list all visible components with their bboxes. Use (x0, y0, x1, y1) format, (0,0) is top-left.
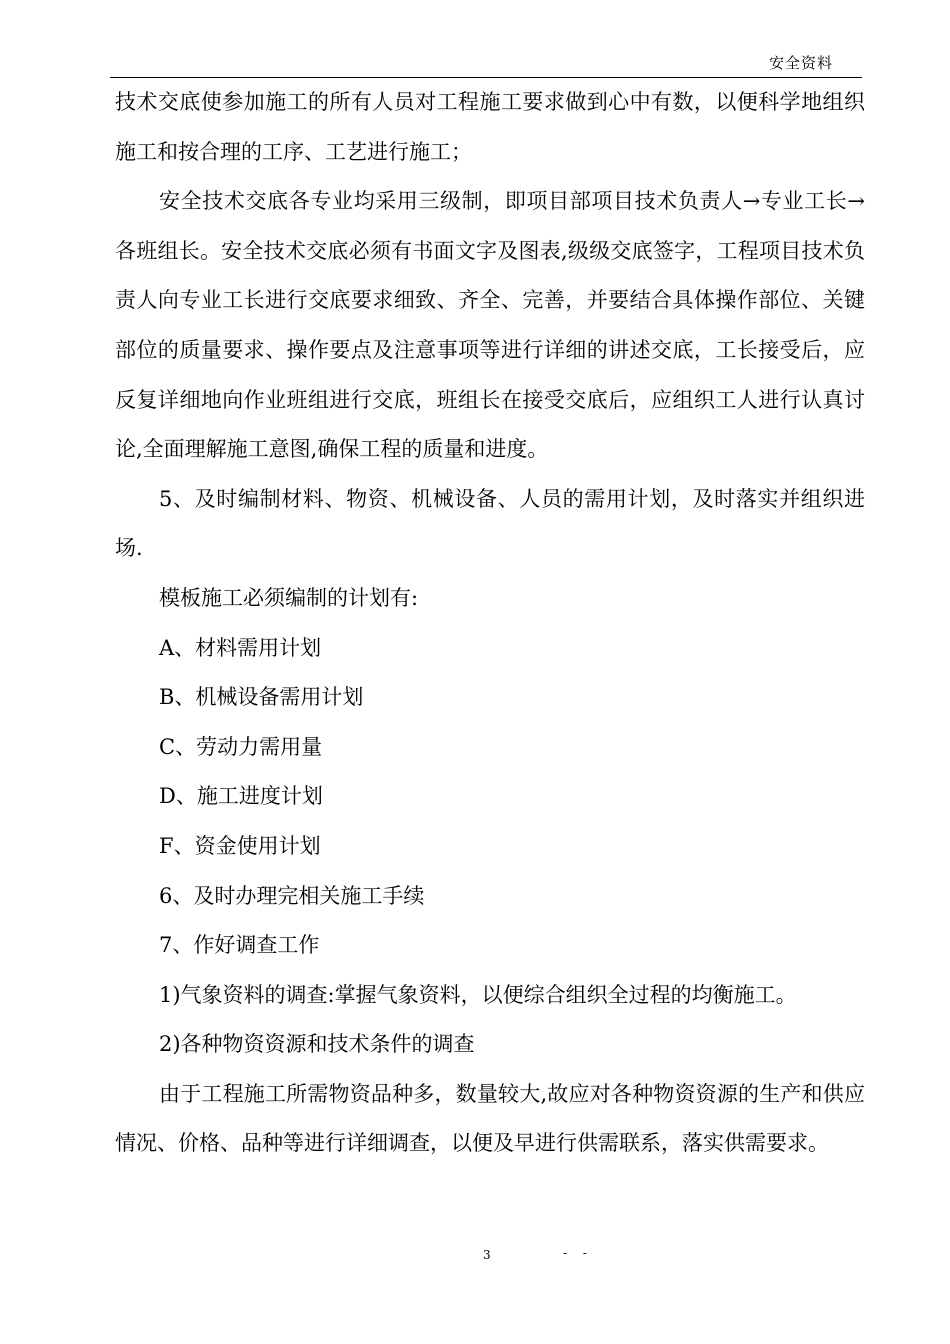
list-item-c: C、劳动力需用量 (159, 734, 323, 759)
header-label: 安全资料 (768, 54, 833, 72)
page-number: 3 (483, 1248, 491, 1262)
list-item-f: F、资金使用计划 (159, 833, 321, 858)
list-item-d: D、施工进度计划 (159, 784, 323, 809)
paragraph-item-7: 7、作好调查工作 (159, 933, 320, 958)
subitem-2: 2)各种物资资源和技术条件的调查 (159, 1032, 475, 1057)
subitem-1: 1)气象资料的调查:掌握气象资料，以便综合组织全过程的均衡施工。 (159, 982, 797, 1007)
document-body (115, 78, 865, 1169)
paragraph-1: 技术交底使参加施工的所有人员对工程施工要求做到心中有数，以便科学地组织施工和按合理的工序、工艺进行施工； (115, 90, 865, 164)
paragraph-final: 由于工程施工所需物资品种多，数量较大,故应对各种物资资源的生产和供应情况、价格、品种等进行详细调查，以便及早进行供需联系，落实供需要求。 (115, 1081, 865, 1156)
paragraph-4: 模板施工必须编制的计划有: (159, 585, 419, 610)
paragraph-item-6: 6、及时办理完相关施工手续 (159, 883, 425, 908)
footer-mark: - - (563, 1246, 593, 1260)
list-item-a: A、材料需用计划 (159, 635, 322, 660)
list-item-b: B、机械设备需用计划 (159, 685, 364, 710)
paragraph-3: 5、及时编制材料、物资、机械设备、人员的需用计划，及时落实并组织进场. (115, 486, 865, 561)
paragraph-2: 安全技术交底各专业均采用三级制，即项目部项目技术负责人→专业工长→各班组长。安全技术交底必须有书面文字及图表,级级交底签字，工程项目技术负责人向专业工长进行交底要求细致、齐全、完善，并要结合具体操作部位、关键部位的质量要求、操作要点及注意事项等进行详细的讲述交底，工长接受后，应反复详细地向作业班组进行交底，班组长在接受交底后，应组织工人进行认真讨论,全面理解施工意图,确保工程的质量和进度。 (115, 189, 865, 462)
